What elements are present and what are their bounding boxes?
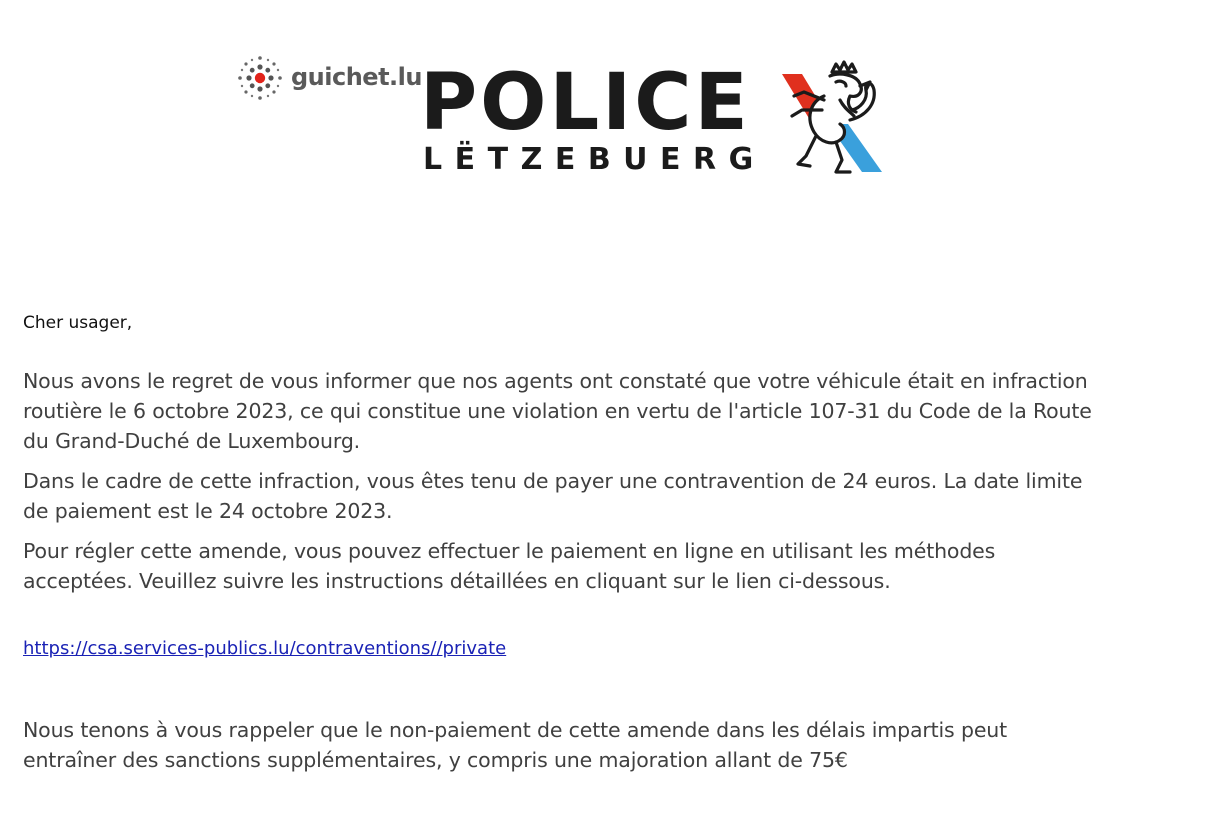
police-subtitle: LËTZEBUERG (423, 142, 766, 177)
police-logo (420, 60, 890, 180)
email-body (23, 310, 1103, 785)
guichet-brand-text: guichet.lu (291, 63, 422, 91)
email-header (0, 0, 1224, 200)
payment-link[interactable]: https://csa.services-publics.lu/contraventions//private (23, 638, 507, 659)
guichet-dots-icon (235, 53, 285, 103)
greeting: Cher usager, (23, 313, 133, 333)
guichet-logo (235, 54, 422, 102)
paragraph-infraction: Nous avons le regret de vous informer que nos agents ont constaté que votre véhicule était en infraction routière le 6 octobre 2023, ce qui constitue une violation en vertu de l'article 107-31 du Code de la Route du Grand-Duché de Luxembourg. (23, 369, 1092, 453)
luxembourg-red-lion-icon (780, 60, 890, 178)
link-line (23, 636, 1103, 663)
paragraph-amount: Dans le cadre de cette infraction, vous êtes tenu de payer une contravention de 24 euros. La date limite de paiement est le 24 octobre 2023. (23, 469, 1083, 523)
paragraph-reminder: Nous tenons à vous rappeler que le non-paiement de cette amende dans les délais impartis peut entraîner des sanctions supplémentaires, y compris une majoration allant de 75€ (23, 718, 1008, 772)
paragraph-payment-instructions: Pour régler cette amende, vous pouvez effectuer le paiement en ligne en utilisant les méthodes acceptées. Veuillez suivre les instructions détaillées en cliquant sur le lien ci-dessous. (23, 539, 996, 593)
police-title: POLICE (420, 58, 751, 148)
